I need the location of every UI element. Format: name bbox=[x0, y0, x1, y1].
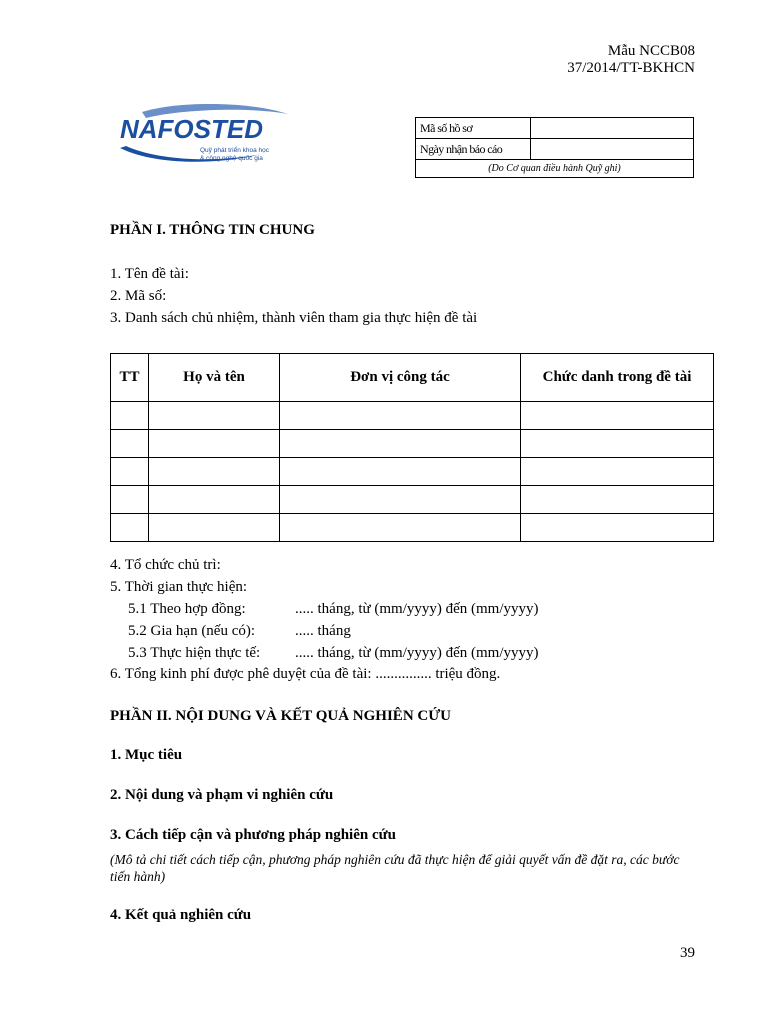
form-code bbox=[567, 43, 695, 77]
table-row bbox=[111, 486, 714, 514]
logo-tagline-1: Quỹ phát triển khoa học bbox=[200, 147, 270, 154]
item-duration: 5. Thời gian thực hiện: bbox=[110, 579, 248, 595]
logo-wordmark: NAFOSTED bbox=[120, 114, 263, 144]
admin-box bbox=[415, 117, 694, 178]
item-duration-extension-label: 5.2 Gia hạn (nếu có): bbox=[128, 623, 256, 639]
table-cell[interactable] bbox=[149, 514, 280, 542]
report-date-field[interactable] bbox=[531, 139, 694, 160]
table-row bbox=[111, 514, 714, 542]
report-date-label: Ngày nhận báo cáo bbox=[416, 139, 531, 160]
dossier-code-field[interactable] bbox=[531, 118, 694, 139]
item-budget: 6. Tổng kinh phí được phê duyệt của đề tài: ............... triệu đồng. bbox=[110, 666, 501, 682]
form-code-line2: 37/2014/TT-BKHCN bbox=[567, 60, 695, 76]
table-cell[interactable] bbox=[111, 458, 149, 486]
table-cell[interactable] bbox=[149, 402, 280, 430]
members-table-header bbox=[111, 354, 714, 402]
members-table bbox=[110, 353, 714, 542]
col-header-tt: TT bbox=[111, 354, 149, 402]
item-host-org: 4. Tổ chức chủ trì: bbox=[110, 557, 221, 573]
nafosted-logo bbox=[112, 104, 300, 174]
table-cell[interactable] bbox=[280, 458, 521, 486]
item-duration-actual-value: ..... tháng, từ (mm/yyyy) đến (mm/yyyy) bbox=[295, 645, 539, 661]
table-cell[interactable] bbox=[280, 430, 521, 458]
item-member-list: 3. Danh sách chủ nhiệm, thành viên tham gia thực hiện đề tài bbox=[110, 310, 478, 326]
item-duration-actual bbox=[128, 645, 539, 662]
table-cell[interactable] bbox=[111, 514, 149, 542]
table-cell[interactable] bbox=[280, 402, 521, 430]
table-cell[interactable] bbox=[111, 486, 149, 514]
logo-tagline-2: & công nghệ quốc gia bbox=[200, 155, 263, 162]
form-code-line1: Mẫu NCCB08 bbox=[607, 43, 695, 59]
section-content-scope: 2. Nội dung và phạm vi nghiên cứu bbox=[110, 787, 334, 803]
table-cell[interactable] bbox=[521, 402, 714, 430]
page-number: 39 bbox=[680, 945, 695, 961]
table-cell[interactable] bbox=[521, 430, 714, 458]
item-duration-extension-value: ..... tháng bbox=[295, 623, 351, 639]
table-cell[interactable] bbox=[149, 458, 280, 486]
section-results: 4. Kết quả nghiên cứu bbox=[110, 907, 252, 923]
col-header-unit: Đơn vị công tác bbox=[280, 354, 521, 402]
item-duration-contract bbox=[128, 601, 539, 618]
admin-box-note: (Do Cơ quan điều hành Quỹ ghi) bbox=[416, 160, 694, 178]
table-cell[interactable] bbox=[521, 514, 714, 542]
table-row bbox=[111, 402, 714, 430]
col-header-name: Họ và tên bbox=[149, 354, 280, 402]
table-cell[interactable] bbox=[149, 486, 280, 514]
item-duration-contract-value: ..... tháng, từ (mm/yyyy) đến (mm/yyyy) bbox=[295, 601, 539, 617]
item-code: 2. Mã số: bbox=[110, 288, 167, 304]
table-row bbox=[111, 430, 714, 458]
part2-title: PHẦN II. NỘI DUNG VÀ KẾT QUẢ NGHIÊN CỨU bbox=[110, 708, 452, 724]
section-approach-methods: 3. Cách tiếp cận và phương pháp nghiên cứu bbox=[110, 827, 396, 843]
item-duration-extension bbox=[128, 623, 351, 640]
table-cell[interactable] bbox=[521, 486, 714, 514]
table-cell[interactable] bbox=[111, 402, 149, 430]
col-header-role: Chức danh trong đề tài bbox=[521, 354, 714, 402]
table-row bbox=[111, 458, 714, 486]
table-cell[interactable] bbox=[149, 430, 280, 458]
table-cell[interactable] bbox=[111, 430, 149, 458]
table-cell[interactable] bbox=[521, 458, 714, 486]
item-duration-contract-label: 5.1 Theo hợp đồng: bbox=[128, 601, 246, 617]
section-objectives: 1. Mục tiêu bbox=[110, 747, 183, 763]
dossier-code-label: Mã số hồ sơ bbox=[416, 118, 531, 139]
item-topic-name: 1. Tên đề tài: bbox=[110, 266, 189, 282]
item-duration-actual-label: 5.3 Thực hiện thực tế: bbox=[128, 645, 261, 661]
table-cell[interactable] bbox=[280, 486, 521, 514]
part1-title: PHẦN I. THÔNG TIN CHUNG bbox=[110, 222, 315, 238]
table-cell[interactable] bbox=[280, 514, 521, 542]
section-approach-note: (Mô tả chi tiết cách tiếp cận, phương pháp nghiên cứu đã thực hiện để giải quyết vấn đề đặt ra, các bước tiến hành) bbox=[110, 852, 680, 884]
